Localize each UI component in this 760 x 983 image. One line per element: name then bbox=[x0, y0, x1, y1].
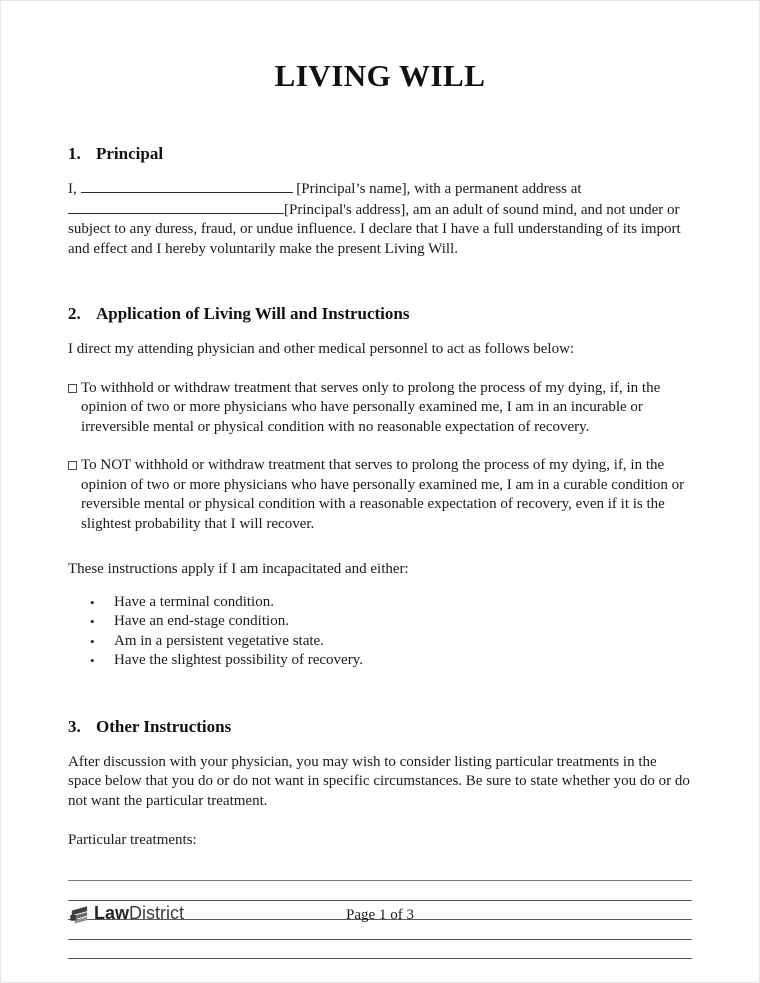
withhold-treatment-text: To withhold or withdraw treatment that serves only to prolong the process of my dying, if, in the opinion of two or more physicians who have personally examined me, I am in an incurable or irreversible mental or physical condition with no reasonable expectation of recovery. bbox=[81, 379, 661, 435]
document-body bbox=[0, 144, 760, 959]
not-withhold-treatment-checkbox[interactable] bbox=[68, 461, 77, 470]
writing-line[interactable] bbox=[68, 862, 692, 882]
withhold-treatment-checkbox[interactable] bbox=[68, 384, 77, 393]
section-2-heading bbox=[68, 304, 692, 324]
principal-address-blank[interactable] bbox=[68, 200, 284, 214]
not-withhold-treatment-option bbox=[68, 456, 692, 534]
condition-vegetative-state: Am in a persistent vegetative state. bbox=[114, 632, 324, 649]
withhold-treatment-option bbox=[68, 379, 692, 438]
particular-treatments-label: Particular treatments: bbox=[68, 832, 197, 848]
condition-end-stage: Have an end-stage condition. bbox=[114, 613, 289, 629]
brand-law: Law bbox=[94, 903, 130, 923]
bullet-icon: • bbox=[90, 614, 95, 629]
condition-terminal: Have a terminal condition. bbox=[114, 593, 274, 610]
bullet-icon: • bbox=[90, 594, 95, 610]
section-1-title: Principal bbox=[96, 144, 164, 163]
section-2-number: 2. bbox=[68, 304, 81, 323]
other-instructions-text: After discussion with your physician, you may wish to consider listing particular treatments in the space below that you do or do not want in specific circumstances. Be sure to state whether you do or do not want the particular treatment. bbox=[68, 753, 690, 809]
principal-text-mid: [Principal’s name], with a permanent address at bbox=[292, 181, 582, 197]
principal-text-start: I, bbox=[68, 181, 81, 197]
page-number: Page 1 of 3 bbox=[346, 907, 414, 923]
section-2-title: Application of Living Will and Instructions bbox=[96, 304, 410, 323]
principal-text-end: [Principal's address], am an adult of sound mind, and not under or subject to any duress, fraud, or undue influence. I declare that I have a full understanding of its import and effect and I hereby voluntarily make the present Living Will. bbox=[68, 201, 681, 257]
checkbox-column bbox=[68, 456, 81, 534]
list-item bbox=[90, 632, 692, 652]
conditions-list bbox=[90, 593, 692, 671]
instructions-intro: I direct my attending physician and other medical personnel to act as follows below: bbox=[68, 341, 575, 357]
section-3-title: Other Instructions bbox=[96, 716, 232, 736]
apply-conditions-intro: These instructions apply if I am incapacitated and either: bbox=[68, 561, 409, 577]
list-item bbox=[90, 612, 692, 632]
brand-district: District bbox=[129, 903, 185, 923]
writing-line[interactable] bbox=[68, 940, 692, 960]
principal-paragraph bbox=[68, 179, 692, 259]
lawdistrict-logo bbox=[68, 903, 184, 924]
checkbox-column bbox=[68, 379, 81, 438]
not-withhold-treatment-text: To NOT withhold or withdraw treatment that serves to prolong the process of my dying, if, in the opinion of two or more physicians who have personally examined me, I am in a curable condition or reversible mental or physical condition with a reasonable expectation of recovery, even if it is the slightest probability that I will recover. bbox=[81, 457, 685, 532]
list-item bbox=[90, 651, 692, 671]
bullet-icon: • bbox=[90, 653, 95, 668]
bullet-icon: • bbox=[90, 633, 95, 649]
writing-line[interactable] bbox=[68, 881, 692, 901]
section-3-number: 3. bbox=[68, 716, 81, 736]
lawdistrict-stacked-pages-icon bbox=[68, 903, 89, 924]
condition-possibility-recovery: Have the slightest possibility of recovery. bbox=[114, 652, 363, 668]
page-footer bbox=[68, 901, 692, 931]
section-1-heading bbox=[68, 144, 692, 164]
document-title: LIVING WILL bbox=[274, 58, 486, 93]
section-3-heading bbox=[68, 717, 692, 737]
principal-name-blank[interactable] bbox=[81, 179, 293, 193]
list-item bbox=[90, 593, 692, 613]
section-1-number: 1. bbox=[68, 144, 81, 163]
